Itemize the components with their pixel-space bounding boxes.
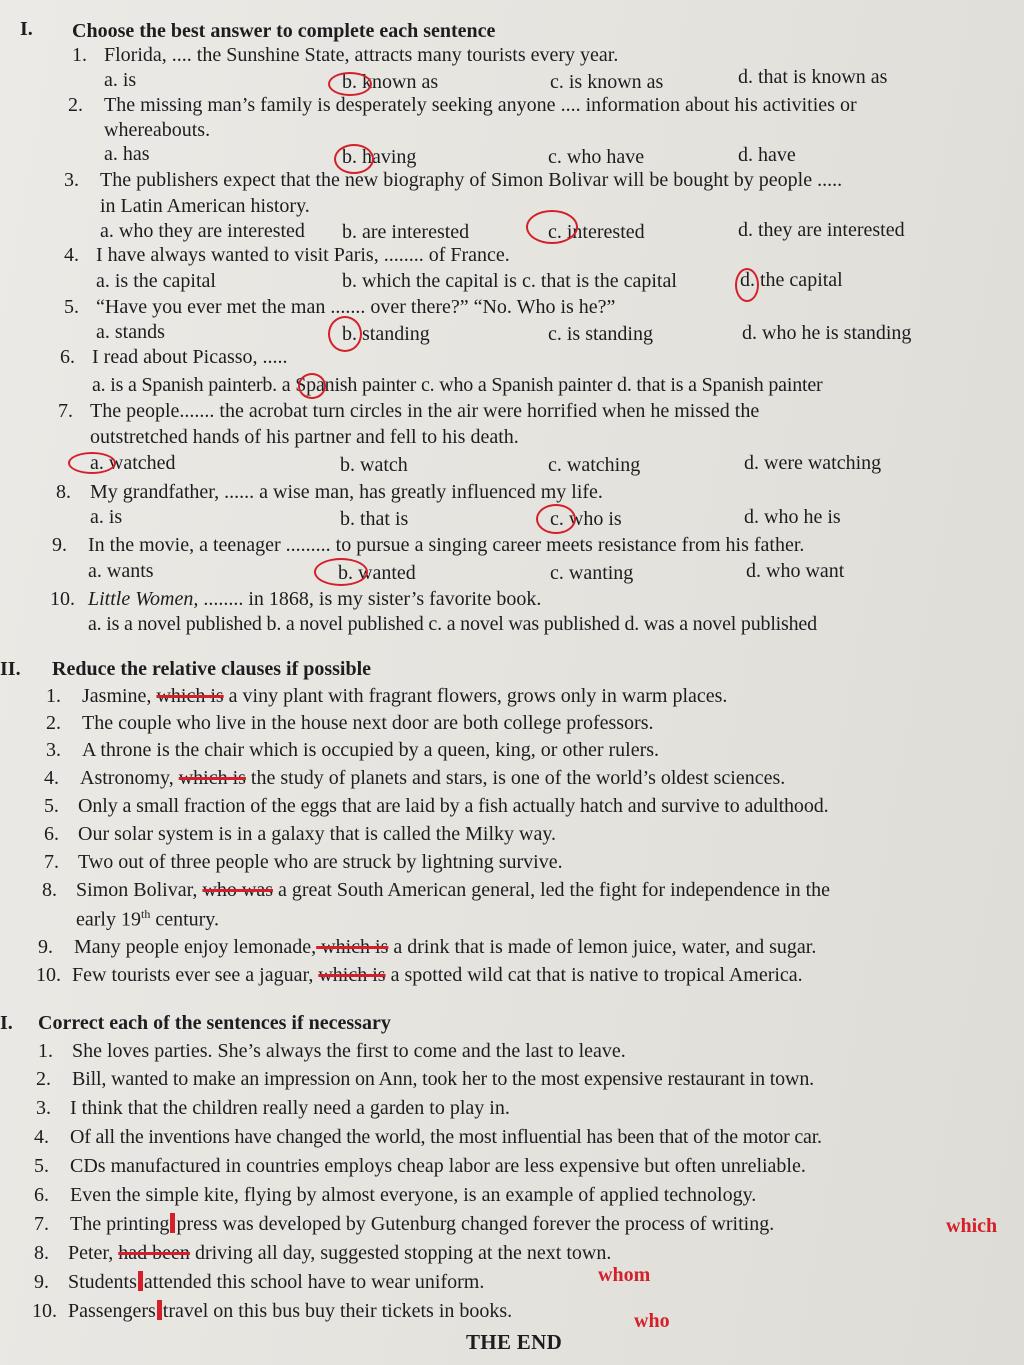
question-3-number: 3. (64, 169, 79, 191)
question-6-option-c: c. who a Spanish painter (420, 374, 613, 396)
question-9-text: In the movie, a teenager ......... to pursue a singing career meets resistance from his father. (88, 534, 805, 556)
correction-note-10: who (634, 1310, 670, 1332)
question-3-option-c: c. interested (548, 221, 645, 243)
reduce-item-10-strike: which is (318, 964, 386, 986)
reduce-item-8-strike: who was (202, 879, 273, 901)
correct-item-10 (68, 1300, 512, 1323)
reduce-item-8-cont-post: century. (150, 908, 219, 931)
correct-item-8-post: driving all day, suggested stopping at the next town. (189, 1242, 612, 1264)
correct-item-8 (68, 1242, 611, 1265)
question-2-option-c: c. who have (548, 146, 645, 168)
question-5-option-d: d. who he is standing (742, 322, 912, 344)
reduce-item-10-number: 10. (36, 964, 61, 986)
question-8-number: 8. (56, 481, 71, 503)
question-8-option-a: a. is (90, 506, 123, 528)
question-9-option-c: c. wanting (550, 562, 634, 584)
reduce-item-10-pre: Few tourists ever see a jaguar, (72, 964, 319, 986)
reduce-item-9-strike: which is (316, 936, 389, 958)
correct-item-8-strike: had been (118, 1242, 190, 1264)
correct-item-9-pre: Students (68, 1271, 137, 1293)
reduce-item-1-post: a viny plant with fragrant flowers, grows only in warm places. (223, 685, 728, 707)
reduce-item-7: Two out of three people who are struck by lightning survive. (78, 851, 563, 873)
question-10-text (88, 588, 541, 611)
reduce-item-4-post: the study of planets and stars, is one of the world’s oldest sciences. (245, 767, 786, 789)
question-7-continuation: outstretched hands of his partner and fell to his death. (90, 426, 519, 448)
reduce-item-1-strike: which is (156, 685, 224, 707)
reduce-item-8-cont-sup: th (140, 907, 151, 921)
question-7-text: The people....... the acrobat turn circles in the air were horrified when he missed the (90, 400, 760, 422)
question-4-number: 4. (64, 244, 79, 266)
reduce-item-9-post: a drink that is made of lemon juice, water, and sugar. (388, 936, 817, 958)
section-1-heading: Choose the best answer to complete each sentence (72, 20, 496, 42)
correct-item-8-number: 8. (34, 1242, 49, 1264)
correct-item-7-number: 7. (34, 1213, 49, 1235)
question-10-number: 10. (50, 588, 75, 610)
reduce-item-4-number: 4. (44, 767, 59, 789)
correct-item-3: I think that the children really need a garden to play in. (70, 1097, 510, 1119)
question-3-option-b: b. are interested (342, 221, 470, 243)
reduce-item-8-number: 8. (42, 879, 57, 901)
reduce-item-2: The couple who live in the house next door are both college professors. (82, 712, 654, 734)
question-10-options (88, 613, 817, 636)
question-8-option-d: d. who he is (744, 506, 841, 528)
question-3-option-d: d. they are interested (738, 219, 905, 241)
question-2-text: The missing man’s family is desperately seeking anyone .... information about his activities or (104, 94, 857, 116)
correct-item-8-pre: Peter, (68, 1242, 119, 1264)
question-10-option-b: b. a novel published (266, 613, 424, 635)
correct-item-5: CDs manufactured in countries employs cheap labor are less expensive but often unreliable. (70, 1155, 806, 1177)
reduce-item-10 (72, 964, 803, 987)
question-6-text: I read about Picasso, ..... (92, 346, 288, 368)
question-8-option-b: b. that is (340, 508, 409, 530)
question-10-option-d: d. was a novel published (624, 613, 817, 635)
question-4-text: I have always wanted to visit Paris, ........ of France. (96, 244, 510, 266)
correct-item-10-number: 10. (32, 1300, 57, 1322)
question-3-continuation: in Latin American history. (100, 195, 310, 217)
correct-item-7-pre: The printing (70, 1213, 170, 1235)
footer-the-end: THE END (466, 1330, 563, 1354)
question-4-option-c: c. that is the capital (521, 270, 677, 292)
reduce-item-8 (76, 879, 830, 902)
reduce-item-5-number: 5. (44, 795, 59, 817)
reduce-item-1-number: 1. (46, 685, 61, 707)
correct-item-9 (68, 1271, 484, 1294)
question-1-option-a: a. is (104, 69, 137, 91)
correct-item-1-number: 1. (38, 1040, 53, 1062)
correct-item-1: She loves parties. She’s always the first to come and the last to leave. (72, 1040, 626, 1062)
reduce-item-9 (74, 936, 816, 959)
reduce-item-8-continuation (76, 907, 219, 932)
question-4-option-b: b. which the capital is (342, 270, 517, 292)
question-6-option-a: a. is a Spanish painter (92, 374, 263, 396)
question-1-option-d: d. that is known as (738, 66, 888, 88)
question-9-number: 9. (52, 534, 67, 556)
reduce-item-2-number: 2. (46, 712, 61, 734)
question-1-text: Florida, .... the Sunshine State, attracts many tourists every year. (104, 44, 619, 66)
correct-item-2-number: 2. (36, 1068, 51, 1090)
correct-item-9-number: 9. (34, 1271, 49, 1293)
correct-item-10-pre: Passengers (68, 1300, 156, 1322)
reduce-item-4-pre: Astronomy, (80, 767, 179, 789)
section-1-numeral: I. (20, 18, 33, 40)
reduce-item-1 (82, 685, 727, 708)
reduce-item-5: Only a small fraction of the eggs that are laid by a fish actually hatch and survive to adulthood. (78, 795, 829, 817)
correct-item-7-post: press was developed by Gutenburg changed forever the process of writing. (176, 1213, 775, 1235)
correct-item-7 (70, 1213, 774, 1236)
reduce-item-9-pre: Many people enjoy lemonade, (74, 936, 317, 958)
question-5-option-a: a. stands (96, 321, 165, 343)
reduce-item-4-strike: which is (178, 767, 246, 789)
reduce-item-9-number: 9. (38, 936, 53, 958)
insert-caret-mark (138, 1271, 143, 1291)
question-1-option-c: c. is known as (550, 71, 664, 93)
correct-item-5-number: 5. (34, 1155, 49, 1177)
question-6-option-d: d. that is a Spanish painter (617, 374, 823, 396)
correct-item-3-number: 3. (36, 1097, 51, 1119)
question-4-option-bc (342, 270, 677, 293)
reduce-item-3: A throne is the chair which is occupied by a queen, king, or other rulers. (82, 739, 660, 761)
question-5-option-b: b. standing (342, 323, 430, 345)
question-2-number: 2. (68, 94, 83, 116)
reduce-item-3-number: 3. (46, 739, 61, 761)
question-7-number: 7. (58, 400, 73, 422)
question-6-options (92, 374, 823, 397)
reduce-item-7-number: 7. (44, 851, 59, 873)
section-3-heading: Correct each of the sentences if necessary (38, 1012, 391, 1034)
question-3-option-a: a. who they are interested (100, 220, 305, 242)
question-7-option-b: b. watch (340, 454, 408, 476)
reduce-item-6-number: 6. (44, 823, 59, 845)
question-8-option-c: c. who is (550, 508, 622, 530)
question-9-option-a: a. wants (88, 560, 154, 582)
correct-item-4-number: 4. (34, 1126, 49, 1148)
correction-note-9: whom (598, 1264, 651, 1286)
question-2-option-a: a. has (104, 143, 150, 165)
correct-item-2: Bill, wanted to make an impression on Ann, took her to the most expensive restaurant in town. (72, 1068, 815, 1090)
section-3-numeral: I. (0, 1012, 13, 1034)
reduce-item-8-post: a great South American general, led the fight for independence in the (272, 879, 830, 901)
question-7-option-a: a. watched (90, 452, 176, 474)
question-5-option-c: c. is standing (548, 323, 653, 345)
question-10-body: ........ in 1868, is my sister’s favorite book. (198, 588, 542, 610)
reduce-item-1-pre: Jasmine, (82, 685, 157, 707)
reduce-item-8-cont-pre: early 19 (76, 908, 141, 931)
question-9-option-d: d. who want (746, 560, 845, 582)
question-10-option-a: a. is a novel published (88, 613, 262, 635)
question-1-option-b: b. known as (342, 71, 439, 93)
question-6-option-b: b. a Spanish painter (262, 374, 417, 396)
question-7-option-d: d. were watching (744, 452, 882, 474)
question-2-option-d: d. have (738, 144, 796, 166)
correct-item-10-post: travel on this bus buy their tickets in books. (162, 1300, 513, 1322)
correction-note-7: which (946, 1215, 998, 1237)
question-2-option-b: b. having (342, 146, 417, 168)
question-9-option-b: b. wanted (338, 562, 416, 584)
correct-item-4: Of all the inventions have changed the world, the most influential has been that of the motor car. (70, 1126, 822, 1148)
correct-item-6-number: 6. (34, 1184, 49, 1206)
correct-item-6: Even the simple kite, flying by almost everyone, is an example of applied technology. (70, 1184, 757, 1206)
question-3-text: The publishers expect that the new biography of Simon Bolivar will be bought by people ..... (100, 169, 843, 191)
reduce-item-8-pre: Simon Bolivar, (76, 879, 203, 901)
section-2-heading: Reduce the relative clauses if possible (52, 658, 372, 680)
question-1-number: 1. (72, 44, 87, 66)
question-4-option-d: d. the capital (740, 269, 843, 291)
question-7-option-c: c. watching (548, 454, 641, 476)
reduce-item-6: Our solar system is in a galaxy that is called the Milky way. (78, 823, 557, 845)
reduce-item-4 (80, 767, 785, 790)
question-8-text: My grandfather, ...... a wise man, has greatly influenced my life. (90, 481, 603, 503)
question-10-title: Little Women, (88, 588, 199, 610)
insert-caret-mark (170, 1213, 175, 1233)
reduce-item-10-post: a spotted wild cat that is native to tropical America. (385, 964, 803, 986)
insert-caret-mark (157, 1300, 162, 1320)
correct-item-9-post: attended this school have to wear uniform. (143, 1271, 485, 1293)
question-6-number: 6. (60, 346, 75, 368)
question-10-option-c: c. a novel was published (428, 613, 620, 635)
question-2-continuation: whereabouts. (104, 119, 211, 141)
question-5-number: 5. (64, 296, 79, 318)
section-2-numeral: II. (0, 658, 21, 680)
question-5-text: “Have you ever met the man ....... over there?” “No. Who is he?” (96, 296, 616, 318)
question-4-option-a: a. is the capital (96, 270, 216, 292)
